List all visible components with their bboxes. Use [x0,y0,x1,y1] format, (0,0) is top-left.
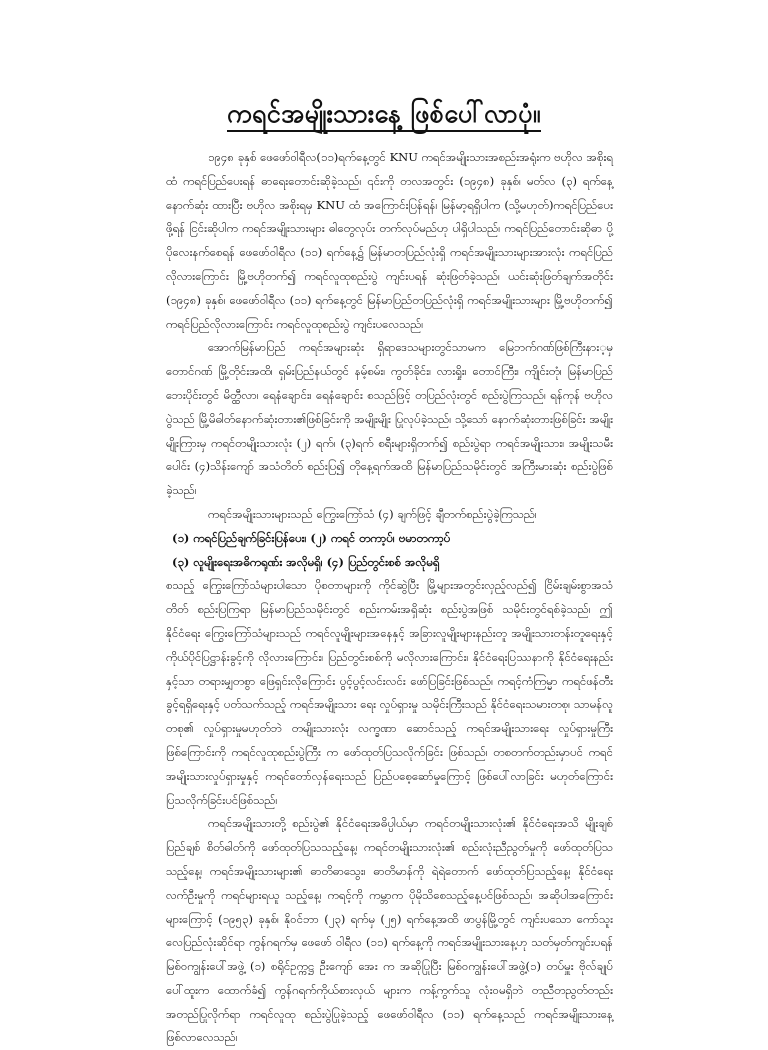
slogan-line-2: (၃) လူမျိုးရေးအဓိကရုဏ်း အလိုမရှိ၊ (၄) ပြည်တွင်းစစ် အလိုမရှိ [172,554,440,569]
paragraph-1: ၁၉၄၈ ခုနှစ် ဖေဖော်ဝါရီလ(၁၁)ရက်နေ့တွင် KNU ကရင်အမျိုးသားအစည်းအရုံးက ဗဟိုလ အစိုးရထံ ကရင်ပြည်ပေးရန် ဓာရေးတောင်းဆိုခဲ့သည်၊ ၎င်းကို တလအတွင်း (၁၉၄၈) ခုနှစ်၊ မတ်လ (၃) ရက်နေ့ နောက်ဆုံး ထားပြီး ဗဟိုလ အစိုးရမှ KNU ထံ အကြောင်းပြန်ရန်၊ မြန်မာ့ရရှိပါက (သို့မဟုတ်)ကရင်ပြည်ပေးဖို့ရန် ငြင်းဆိုပါက ကရင်အမျိုးသားများ ဓါတွေလုပ်း တက်လုပ်မည်ဟု ပါရှိပါသည်၊ ကရင်ပြည်တောင်းဆိုဓာ ပို့ပိုလေးနက်စေရန် ဖေဖော်ဝါရီလ (၁၁) ရက်နေ့၌ မြန်မာတပြည်လုံးရှိ ကရင်အမျိုးသားများအားလုံး ကရင်ပြည်လိုလားကြောင်း မြို့ဗဟိုတက်၍ ကရင်လူထုစည်းပွဲ ကျင်းပရန် ဆုံးဖြတ်ခဲ့သည်၊ ယင်းဆုံးဖြတ်ချက်အတိုင်း (၁၉၄၈) ခုနှစ်၊ ဖေဖော်ဝါရီလ (၁၁) ရက်နေ့တွင် မြန်မာပြည်တပြည်လုံးရှိ ကရင်အမျိုးသားများ မြို့ဗဟိုတက်၍ ကရင်ပြည်လိုလားကြောင်း ကရင်လူထုစည်းပွဲ ကျင်းပလေသည်၊ [166,150,613,331]
page-title [0,98,768,135]
slogan-line-1: (၁) ကရင်ပြည်ချက်ခြင်းပြန်ပေး၊ (၂) ကရင် တကာ့ပ်၊ ဗမာတကာ့ပ် [172,530,451,545]
paragraph-3: ကရင်အမျိုးသားများသည် ကြွေးကြော်သံ (၄) ချက်ဖြင့် ချီတက်စည်းပွဲခဲ့ကြသည်၊ [208,506,537,521]
document-body [166,146,613,1050]
page-title-text: ကရင်အမျိုးသားနေ့ ဖြစ်ပေါ်လာပုံ။ [227,99,541,132]
paragraph-4: စသည့် ကြွေးကြော်သံများပါသော ပိုစတာများကို ကိုင်ဆွဲပြီး မြို့များအတွင်းလှည့်လည်၍ ငြိမ်းချမ်းစွာအသံတိတ် စည်းပြကြရာ မြန်မာပြည်သမိုင်းတွင် စည်းကမ်းအရှိဆုံး စည်းပွဲအဖြစ် သမိုင်းတွင်ရစ်ခဲ့သည်၊ ဤနိုင်ငံရေး ကြွေးကြော်သံများသည် ကရင်လူမျိုးများအနေနှင့် အခြားလူမျိုးများနည်းတူ အမျိုးသားတန်းတူရေးနှင့် ကိုယ်ပိုင်ပြဋ္ဌာန်းခွင့်ကို လိုလားကြောင်း၊ ပြည်တွင်းစစ်ကို မလိုလားကြောင်း၊ နိုင်ငံရေးပြဿနာကို နိုင်ငံရေးနည်းနှင့်သာ တရားမျှတစွာ ဖြေရှင်းလိုကြောင်း ပွင့်ပွင့်လင်းလင်း ဖော်ပြခြင်းဖြစ်သည်၊ ကရင့်ကံကြမ္မာ ကရင်ဖန်တီးခွင့်ရရှိရေးနှင့် ပတ်သက်သည့် ကရင်အမျိုးသား ရေး လှုပ်ရှားမှု သမိုင်းကြီးသည် နိုင်ငံရေးသမားတစု၊ သာမန်လူတစု၏ လှုပ်ရှားမှုမဟုတ်ဘဲ တမျိုးသားလုံး လက္ခဏာ ဆောင်သည့် ကရင်အမျိုးသားရေး လှုပ်ရှားမှုကြီး ဖြစ်ကြောင်းကို ကရင်လူထုစည်းပွဲကြီး က ဖော်ထုတ်ပြသလိုက်ခြင်း ဖြစ်သည်၊ တစတက်တည်းမှာပင် ကရင်အမျိုးသားလှုပ်ရှားမှုနှင့် ကရင်တော်လှန်ရေးသည် ပြည်ပစေ့ဆော်မှုကြောင့် ဖြစ်ပေါ်လာခြင်း မဟုတ်ကြောင်း ပြသလိုက်ခြင်းပင်ဖြစ်သည်၊ [166,578,613,807]
paragraph-2: အောက်မြန်မာပြည် ကရင်အများဆုံး ရှိရာဒေသများတွင်သာမက မြေဘက်ဂဏ်ဖြစ်ကြီးနား့မှ တောင်ဂဏ် မြို့တိုင်းအထိ၊ ရှမ်းပြည်နယ်တွင် နမ့်စမ်း၊ ကွတ်ခိုင်း၊ လားရှိုး၊ တောင်ကြီး၊ ကျိုင်းတုံ၊ မြန်မာပြည်ဘေးပိုင်းတွင် မိတ္ထီလာ၊ ရေနံချောင်း၊ ရေနံချောင်း စသည်ဖြင့် တပြည်လုံးတွင် စည်းပွဲကြသည်၊ ရန်ကုန် ဗဟိုလ ပွဲသည် မြို့မိဓါတ်နောက်ဆုံးတား၏ဖြစ်ခြင်းကို အမျိုးမျိုး ပြုလုပ်ခဲ့သည်၊ သို့သော် နောက်ဆုံးတားဖြစ်ခြင်း အမျိုးမျိုးကြားမှ ကရင်တမျိုးသားလုံး (၂) ရက်၊ (၃)ရက် စရီးများရှိတက်၍ စည်းပွဲရာ ကရင်အမျိုးသား၊ အမျိုးသမီးပေါင်း (၄)သိန်းကျော် အသံတိတ် စည်းပြ၍ တိုနေ့ရက်အထိ မြန်မာပြည်သမိုင်းတွင် အကြီးမားဆုံး စည်းပွဲဖြစ်ခဲ့သည်၊ [166,340,613,498]
paragraph-5: ကရင်အမျိုးသားတို့ စည်းပွဲ၏ နိုင်ငံရေးအဓိပ္ပါယ်မှာ ကရင်တမျိုးသားလုံး၏ နိုင်ငံရေးအသိ မျိုးချစ်ပြည်ချစ် စိတ်ဓါတ်ကို ဖော်ထုတ်ပြသသည့်နေ့၊ ကရင်တမျိုးသားလုံး၏ စည်းလုံးညီညွတ်မှုကို ဖော်ထုတ်ပြသသည့်နေ့၊ ကရင်အမျိုးသားများ၏ ဓာတိဓာသွေး၊ ဓာတိမာန်ကို ရဲရဲတောက် ဖော်ထုတ်ပြသည့်နေ့၊ နိုင်ငံရေး လက်ဦးမှုကို ကရင်များရယူ သည့်နေ့၊ ကရင့်ကို ကမ္ဘာက ပိုမိုသိစေသည့်နေ့ပင်ဖြစ်သည်၊ အဆိုပါအကြောင်းများကြောင့် (၁၉၅၃) ခုနှစ်၊ နိုဝင်ဘာ (၂၃) ရက်မှ (၂၅) ရက်နေ့အထိ ဖာပွန်မြို့တွင် ကျင်းပသော ကော်သူးလေပြည်လုံးဆိုင်ရာ ကွန်ဂရက်မှ ဖေဖော် ဝါရီလ (၁၁) ရက်နေ့ကို ကရင်အမျိုးသားနေ့ဟု သတ်မှတ်ကျင်းပရန် မြစ်ဝကျွန်းပေါ်အဖွဲ့ (၁) စရိုင်ဥက္ကဋ္ဌ ဦးကျော် အေး က အဆိုပြုပြီး မြစ်ဝကျွန်းပေါ်အဖွဲ့(၁) တပ်မှူး ဗိုလ်ချုပ်ပေါ်ထူးက ထောက်ခံ၍ ကွန်ဂရက်ကိုယ်စားလှယ် များက ကန့်ကွက်သူ လုံးဝမရှိဘဲ တညီတညွတ်တည်း အတည်ပြုလိုက်ရာ ကရင်လူထု စည်းပွဲပြုခဲ့သည့် ဖေဖော်ဝါရီလ (၁၁) ရက်နေ့သည် ကရင်အမျိုးသားနေ့ ဖြစ်လာလေသည်၊ [166,816,613,1045]
